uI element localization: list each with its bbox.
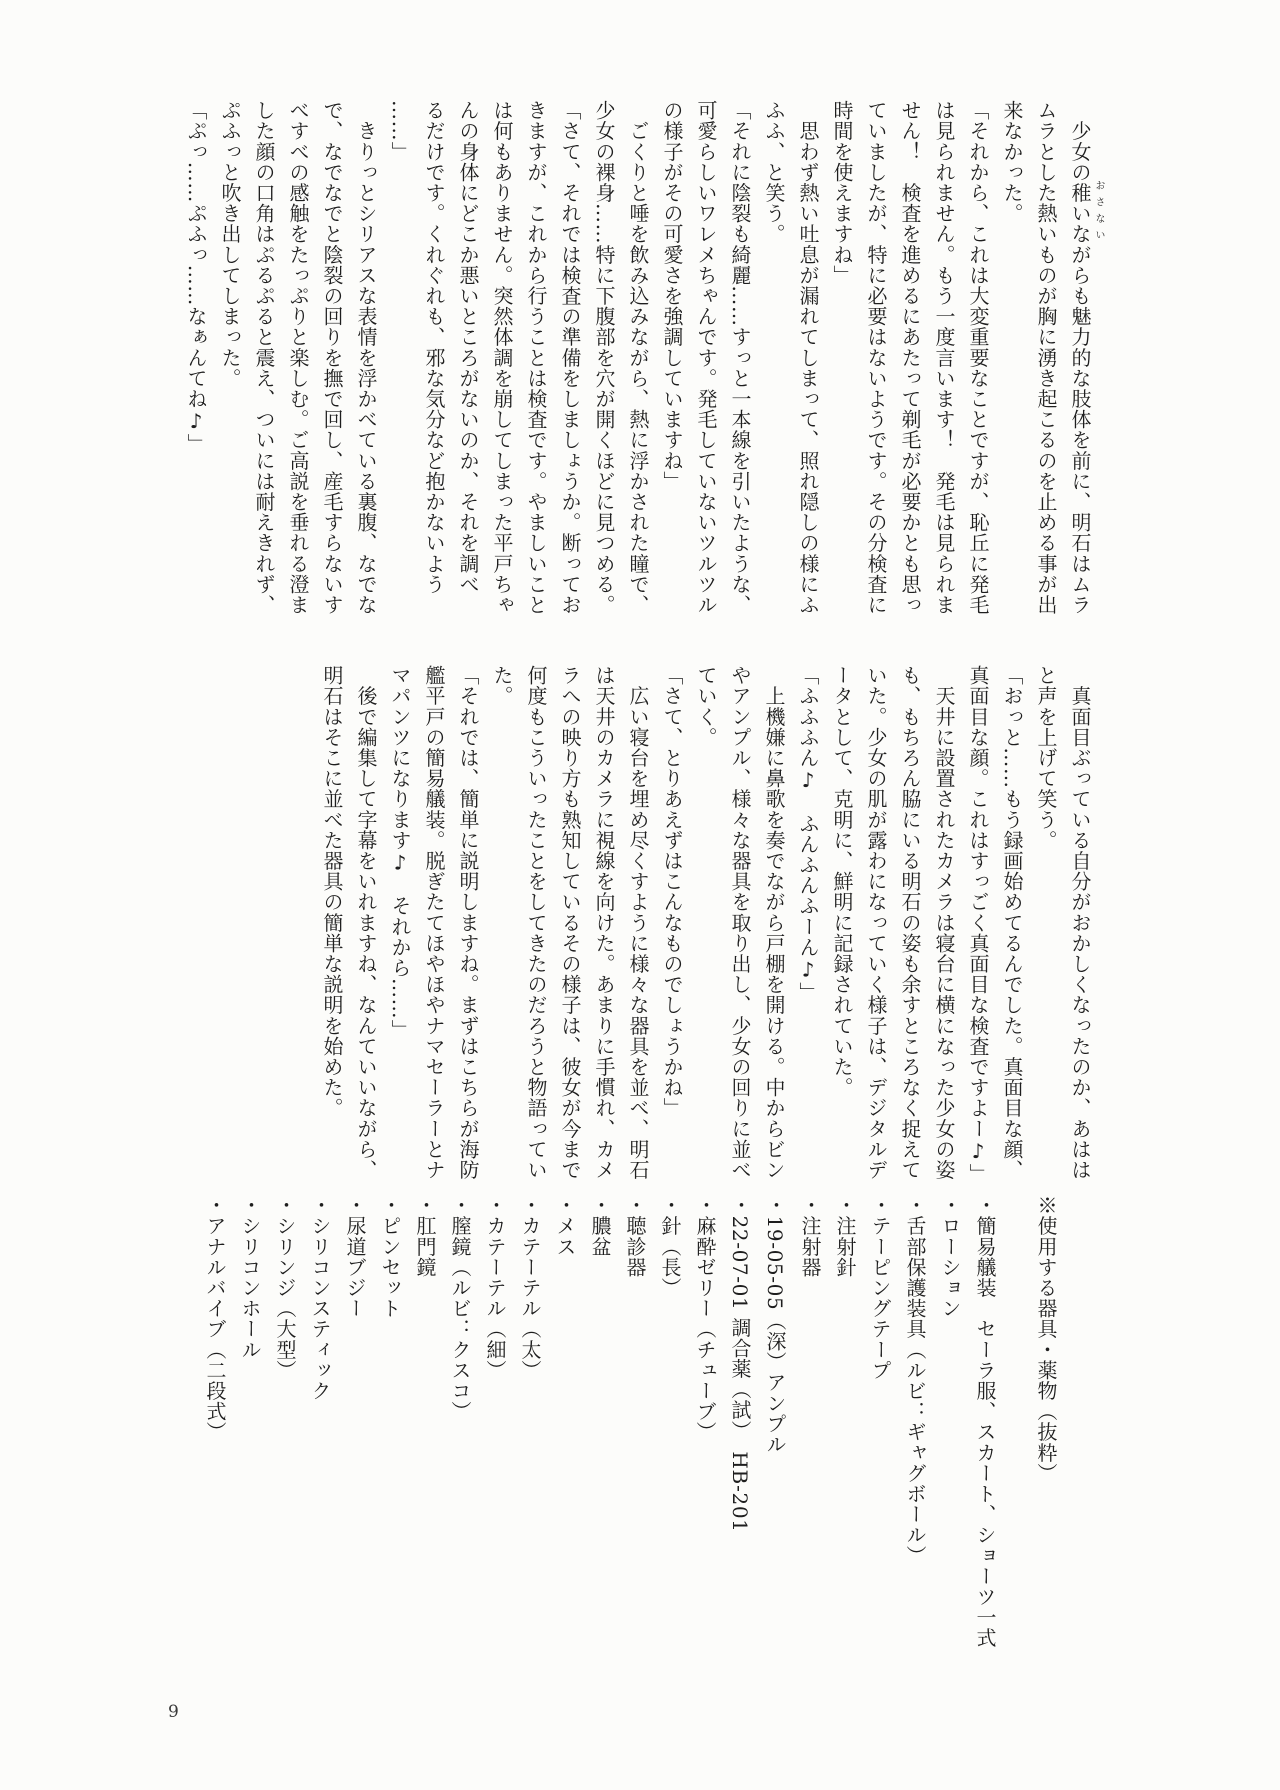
furigana-ruby: おさない	[1093, 180, 1104, 246]
list-header-gap	[1002, 1195, 1028, 1670]
text-column: 真面目ぶっている自分がおかしくなったのか、あはは	[1068, 665, 1092, 1180]
text-column: と声を上げて笑う。	[1034, 665, 1058, 851]
list-item: ・22-07-01 調合薬（試） HB-201	[728, 1195, 752, 1533]
text-column: た。	[490, 665, 514, 707]
text-column: した顔の口角はぷるぷると震え、ついには耐えきれず、	[252, 100, 276, 615]
list-item: ・メス	[553, 1195, 577, 1257]
list-item: ・注射針	[833, 1195, 857, 1278]
list-item: ・簡易艤装 セーラ服、スカート、ショーツ一式	[973, 1195, 997, 1649]
text-column: ぷふっと吹き出してしまった。	[218, 100, 242, 389]
text-column: 「それでは、簡単に説明しますね。まずはこちらが海防	[456, 665, 480, 1180]
list-item: ・尿道ブジー	[343, 1195, 367, 1319]
equipment-list-block	[197, 1195, 1063, 1670]
list-item: ・ピンセット	[378, 1195, 402, 1319]
text-column: 真面目な顔。これはすっごく真面目な検査ですよー♪」	[966, 665, 990, 1184]
text-column: いた。少女の肌が露わになっていく様子は、デジタルデ	[864, 665, 888, 1180]
text-column: 天井に設置されたカメラは寝台に横になった少女の姿	[932, 665, 956, 1180]
text-column: 少女の稚いながらも魅力的な肢体を前に、明石はムラ	[1068, 100, 1092, 615]
text-column: の様子がその可愛さを強調していますね」	[660, 100, 684, 492]
list-item: ・膿盆	[588, 1195, 612, 1257]
text-column: ごくりと唾を飲み込みながら、熱に浮かされた瞳で、	[626, 100, 650, 615]
text-column: んの身体にどこか悪いところがないのか、それを調べ	[456, 100, 480, 595]
text-column: ふふ、と笑う。	[762, 100, 786, 245]
text-column: ータとして、克明に、鮮明に記録されていた。	[830, 665, 854, 1098]
text-column: 明石はそこに並べた器具の簡単な説明を始めた。	[320, 665, 344, 1119]
list-item: ・カテーテル（太）	[518, 1195, 542, 1381]
text-column: やアンプル、様々な器具を取り出し、少女の回りに並べ	[728, 665, 752, 1180]
list-header: ※使用する器具・薬物（抜粋）	[1034, 1195, 1058, 1484]
list-item: ・シリコンホール	[238, 1195, 262, 1360]
list-item: ・ローション	[938, 1195, 962, 1319]
text-column: 艦平戸の簡易艤装。脱ぎたてほやほやナマセーラーとナ	[422, 665, 446, 1180]
text-column: 「それから、これは大変重要なことですが、恥丘に発毛	[966, 100, 990, 615]
text-column: 「おっと……もう録画始めてるんでした。真面目な顔、	[1000, 665, 1024, 1180]
vertical-text-block-top	[179, 100, 1097, 628]
text-column: 「ぷっ……ぷふっ……なぁんてね♪」	[184, 100, 208, 455]
text-column: ていましたが、特に必要はないようです。その分検査に	[864, 100, 888, 615]
list-item: ・アナルバイブ（二段式）	[203, 1195, 227, 1443]
text-column: 「それに陰裂も綺麗……すっと一本線を引いたような、	[728, 100, 752, 615]
list-item: ・針（長）	[658, 1195, 682, 1298]
text-column: も、もちろん脇にいる明石の姿も余すところなく捉えて	[898, 665, 922, 1180]
text-column: 「さて、それでは検査の準備をしましょうか。断ってお	[558, 100, 582, 615]
text-column: 「ふふふん♪ ふんふんふーん♪」	[796, 665, 820, 1003]
text-column: 広い寝台を埋め尽くすように様々な器具を並べ、明石	[626, 665, 650, 1180]
list-item: ・注射器	[798, 1195, 822, 1278]
text-column: は何もありません。突然体調を崩してしまった平戸ちゃ	[490, 100, 514, 615]
text-column: べすべの感触をたっぷりと楽しむ。ご高説を垂れる澄ま	[286, 100, 310, 615]
list-item: ・聴診器	[623, 1195, 647, 1278]
list-item: ・舌部保護装具（ルビ：ギャグボール）	[903, 1195, 927, 1566]
list-item: ・シリンジ（大型）	[273, 1195, 297, 1381]
text-column: 思わず熱い吐息が漏れてしまって、照れ隠しの様にふ	[796, 100, 820, 615]
text-column: 何度もこういったことをしてきたのだろうと物語ってい	[524, 665, 548, 1180]
text-column: きりっとシリアスな表情を浮かべている裏腹、なでな	[354, 100, 378, 615]
list-item: ・麻酔ゼリー（チューブ）	[693, 1195, 717, 1443]
list-item: ・テーピングテープ	[868, 1195, 892, 1381]
text-column: 少女の裸身……特に下腹部を穴が開くほどに見つめる。	[592, 100, 616, 615]
text-column: きますが、これから行うことは検査です。やましいこと	[524, 100, 548, 615]
vertical-text-block-middle	[315, 665, 1097, 1193]
text-column: るだけです。くれぐれも、邪な気分など抱かないよう	[422, 100, 446, 595]
text-column: 上機嫌に鼻歌を奏でながら戸棚を開ける。中からビン	[762, 665, 786, 1180]
text-column: 「さて、とりあえずはこんなものでしょうかね」	[660, 665, 684, 1119]
text-column: 来なかった。	[1000, 100, 1024, 224]
list-item: ・肛門鏡	[413, 1195, 437, 1278]
text-column: ラへの映り方も熟知しているその様子は、彼女が今まで	[558, 665, 582, 1180]
text-column: ……」	[388, 100, 412, 162]
text-column: は見られません。もう一度言います！ 発毛は見られま	[932, 100, 956, 615]
text-column: マパンツになります♪ それから……」	[388, 665, 412, 1040]
page-number: 9	[168, 1702, 179, 1722]
list-item: ・膣鏡（ルビ：クスコ）	[448, 1195, 472, 1422]
text-column: で、なでなでと陰裂の回りを撫で回し、産毛すらないす	[320, 100, 344, 615]
list-item: ・シリコンスティック	[308, 1195, 332, 1401]
list-item: ・カテーテル（細）	[483, 1195, 507, 1381]
text-column: 可愛らしいワレメちゃんです。発毛していないツルツル	[694, 100, 718, 615]
text-column: は天井のカメラに視線を向けた。あまりに手慣れ、カメ	[592, 665, 616, 1180]
list-item: ・19-05-05（深）アンプル	[763, 1195, 787, 1455]
text-column: 時間を使えますね」	[830, 100, 854, 286]
text-column: ていく。	[694, 665, 718, 748]
text-column: せん！ 検査を進めるにあたって剃毛が必要かとも思っ	[898, 100, 922, 615]
text-column: ムラとした熱いものが胸に湧き起こるのを止める事が出	[1034, 100, 1058, 615]
text-column: 後で編集して字幕をいれますね、なんていいながら、	[354, 665, 378, 1180]
